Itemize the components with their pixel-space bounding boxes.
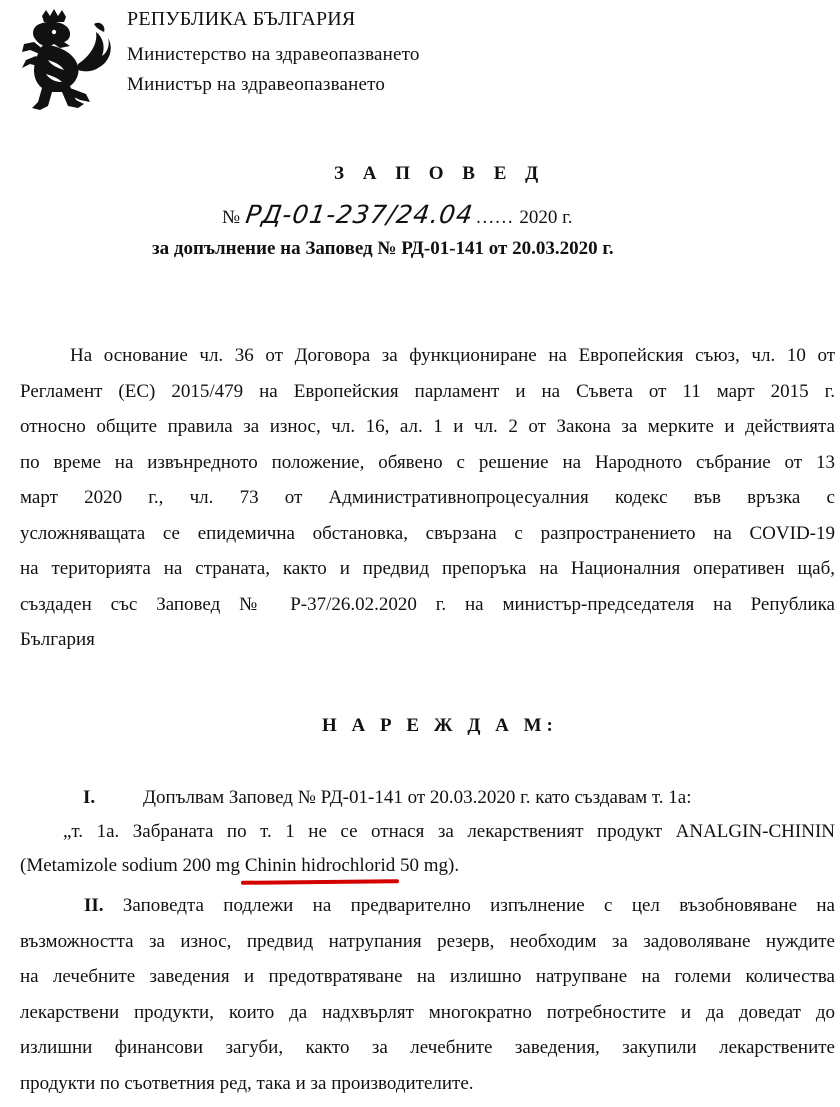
- section-two-line: лекарствени продукти, които да надхвърлят многократно потребностите и да доведат до: [20, 1001, 835, 1037]
- section-two-line: продукти по съответния ред, така и за производителите.: [20, 1072, 835, 1107]
- document-title: З А П О В Е Д: [334, 163, 545, 185]
- bulgarian-coat-of-arms-icon: [14, 8, 114, 120]
- preamble-paragraph: [20, 344, 835, 664]
- preamble-line: Регламент (ЕС) 2015/479 на Европейския парламент и на Съвета от 11 март 2015 г.: [20, 380, 835, 416]
- preamble-line: На основание чл. 36 от Договора за функциониране на Европейския съюз, чл. 10 от: [20, 344, 835, 380]
- quote-text-before: (Metamizole sodium 200 mg: [20, 855, 245, 876]
- preamble-line: усложняващата се епидемична обстановка, свързана с разпространението на COVID-19: [20, 522, 835, 558]
- order-year: 2020 г.: [519, 207, 572, 229]
- order-number-line: [222, 200, 572, 229]
- handwritten-order-number: РД-01-237/24.04: [244, 200, 475, 229]
- preamble-line: на територията на страната, както и предвид препоръка на Националния оперативен щаб,: [20, 557, 835, 593]
- republic-heading: РЕПУБЛИКА БЪЛГАРИЯ: [127, 8, 355, 31]
- quote-text-after: 50 mg).: [395, 855, 459, 876]
- section-two-paragraph: [20, 894, 835, 1107]
- section-two-line: на лечебните заведения и предотвратяване на излишно натрупване на големи количества: [20, 965, 835, 1001]
- section-two-first-text: Заповедта подлежи на предварително изпълнение с цел възобновяване на: [104, 895, 835, 916]
- section-one-line: [83, 787, 692, 809]
- minister-title: Министър на здравеопазването: [127, 74, 385, 96]
- ministry-name: Министерство на здравеопазването: [127, 44, 420, 66]
- preamble-line: март 2020 г., чл. 73 от Административнопроцесуалния кодекс във връзка с: [20, 486, 835, 522]
- order-heading: Н А Р Е Ж Д А М:: [322, 715, 558, 737]
- number-sign: №: [222, 207, 240, 229]
- document-subtitle: за допълнение на Заповед № РД-01-141 от 20.03.2020 г.: [152, 238, 614, 260]
- section-one-quote-line: „т. 1а. Забраната по т. 1 не се отнася за лекарственият продукт ANALGIN-CHININ: [63, 821, 835, 843]
- preamble-line: България: [20, 628, 835, 664]
- section-one-quote-line-2: [20, 855, 459, 877]
- section-one-text: Допълвам Заповед № РД-01-141 от 20.03.2020 г. като създавам т. 1а:: [143, 787, 692, 808]
- preamble-line: относно общите правила за износ, чл. 16, ал. 1 и чл. 2 от Закона за мерките и действията: [20, 415, 835, 451]
- section-two-line: излишни финансови загуби, както за лечебните заведения, закупили лекарствените: [20, 1036, 835, 1072]
- section-two-number: II.: [84, 895, 104, 916]
- red-underlined-text: Chinin hidrochlorid: [245, 855, 395, 877]
- preamble-line: създаден със Заповед № Р-37/26.02.2020 г. на министър-председателя на Република: [20, 593, 835, 629]
- section-two-first-line: [20, 894, 835, 930]
- preamble-line: по време на извънредното положение, обявено с решение на Народното събрание от 13: [20, 451, 835, 487]
- number-dots: ……: [475, 207, 513, 229]
- section-two-line: възможността за износ, предвид натрупания резерв, необходим за задоволяване нуждите: [20, 930, 835, 966]
- section-one-number: I.: [83, 787, 143, 809]
